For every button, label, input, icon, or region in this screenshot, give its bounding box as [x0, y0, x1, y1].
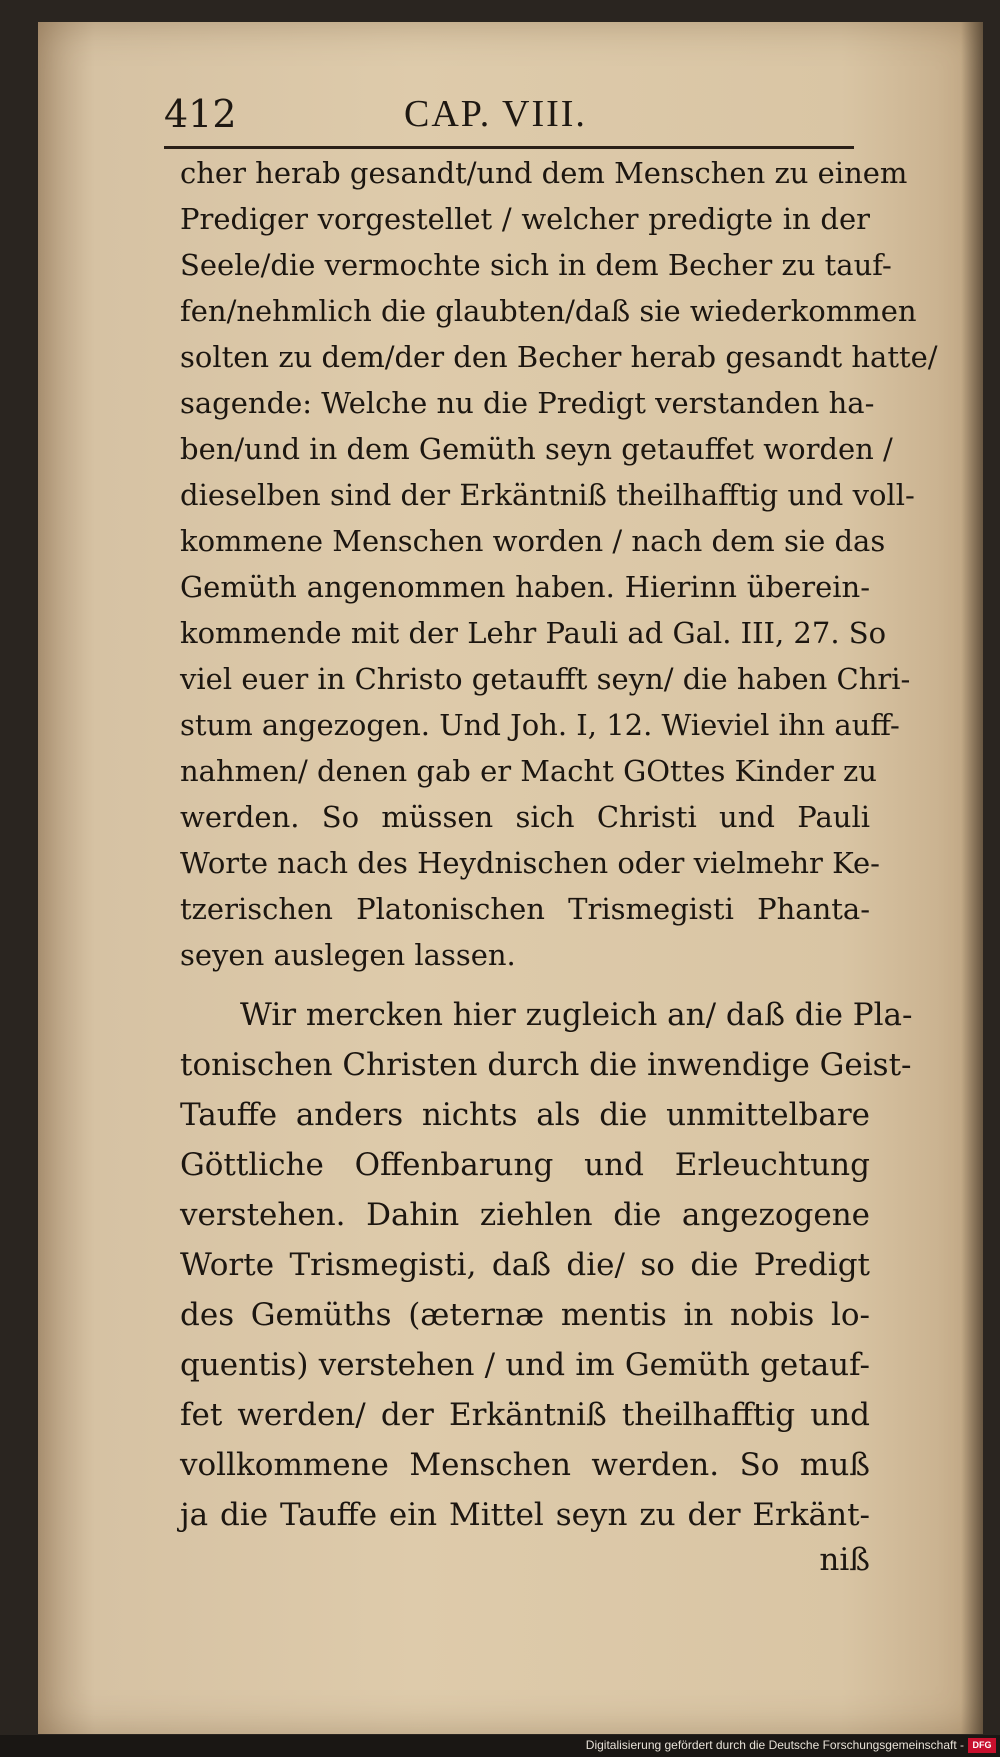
- text-line: fet werden/ der Erkäntniß theilhafftig und: [180, 1397, 870, 1433]
- paragraph-2: [180, 990, 913, 1540]
- text-line: ja die Tauffe ein Mittel seyn zu der Erkänt-: [180, 1497, 870, 1533]
- digitization-footer: [0, 1735, 1000, 1757]
- dfg-logo: DFG: [968, 1738, 996, 1753]
- text-line: vollkommene Menschen werden. So muß: [180, 1447, 870, 1483]
- text-line: stum angezogen. Und Joh. I, 12. Wieviel ihn auff-: [180, 708, 900, 742]
- text-line: sagende: Welche nu die Predigt verstanden ha-: [180, 386, 875, 420]
- text-line: des Gemüths (æternæ mentis in nobis lo-: [180, 1297, 870, 1333]
- text-line: Tauffe anders nichts als die unmittelbare: [180, 1097, 870, 1133]
- text-line: cher herab gesandt/und dem Menschen zu einem: [180, 156, 908, 190]
- chapter-title: CAP. VIII.: [404, 93, 587, 135]
- paragraph-1: [180, 150, 938, 978]
- text-line: ben/und in dem Gemüth seyn getauffet worden /: [180, 432, 893, 466]
- text-line: Wir mercken hier zugleich an/ daß die Pla-: [240, 997, 913, 1033]
- text-line: seyen auslegen lassen.: [180, 938, 516, 972]
- text-line: Seele/die vermochte sich in dem Becher zu tauf-: [180, 248, 892, 282]
- page-number: 412: [164, 92, 237, 136]
- text-line: quentis) verstehen / und im Gemüth getauf-: [180, 1347, 870, 1383]
- text-line: tonischen Christen durch die inwendige Geist-: [180, 1047, 912, 1083]
- text-line: Göttliche Offenbarung und Erleuchtung: [180, 1147, 870, 1183]
- text-line: verstehen. Dahin ziehlen die angezogene: [180, 1197, 870, 1233]
- text-line: Worte nach des Heydnischen oder vielmehr Ke-: [180, 846, 880, 880]
- page-gutter-shadow: [961, 22, 983, 1734]
- text-line: werden. So müssen sich Christi und Pauli: [180, 800, 870, 834]
- text-line: Worte Trismegisti, daß die/ so die Predigt: [180, 1247, 870, 1283]
- text-line: nahmen/ denen gab er Macht GOttes Kinder zu: [180, 754, 877, 788]
- text-line: viel euer in Christo getaufft seyn/ die haben Chri-: [180, 662, 911, 696]
- text-line: dieselben sind der Erkäntniß theilhafftig und voll-: [180, 478, 915, 512]
- catchword: niß: [819, 1542, 870, 1578]
- text-line: Prediger vorgestellet / welcher predigte in der: [180, 202, 870, 236]
- text-line: Gemüth angenommen haben. Hierinn überein-: [180, 570, 870, 604]
- text-line: fen/nehmlich die glaubten/daß sie wiederkommen: [180, 294, 917, 328]
- funding-credit: Digitalisierung gefördert durch die Deutsche Forschungsgemeinschaft -: [585, 1738, 964, 1752]
- text-line: solten zu dem/der den Becher herab gesandt hatte/: [180, 340, 938, 374]
- text-line: kommene Menschen worden / nach dem sie das: [180, 524, 886, 558]
- text-line: kommende mit der Lehr Pauli ad Gal. III, 27. So: [180, 616, 887, 650]
- running-header: [164, 92, 844, 142]
- header-rule: [164, 146, 854, 149]
- text-line: tzerischen Platonischen Trismegisti Phanta-: [180, 892, 870, 926]
